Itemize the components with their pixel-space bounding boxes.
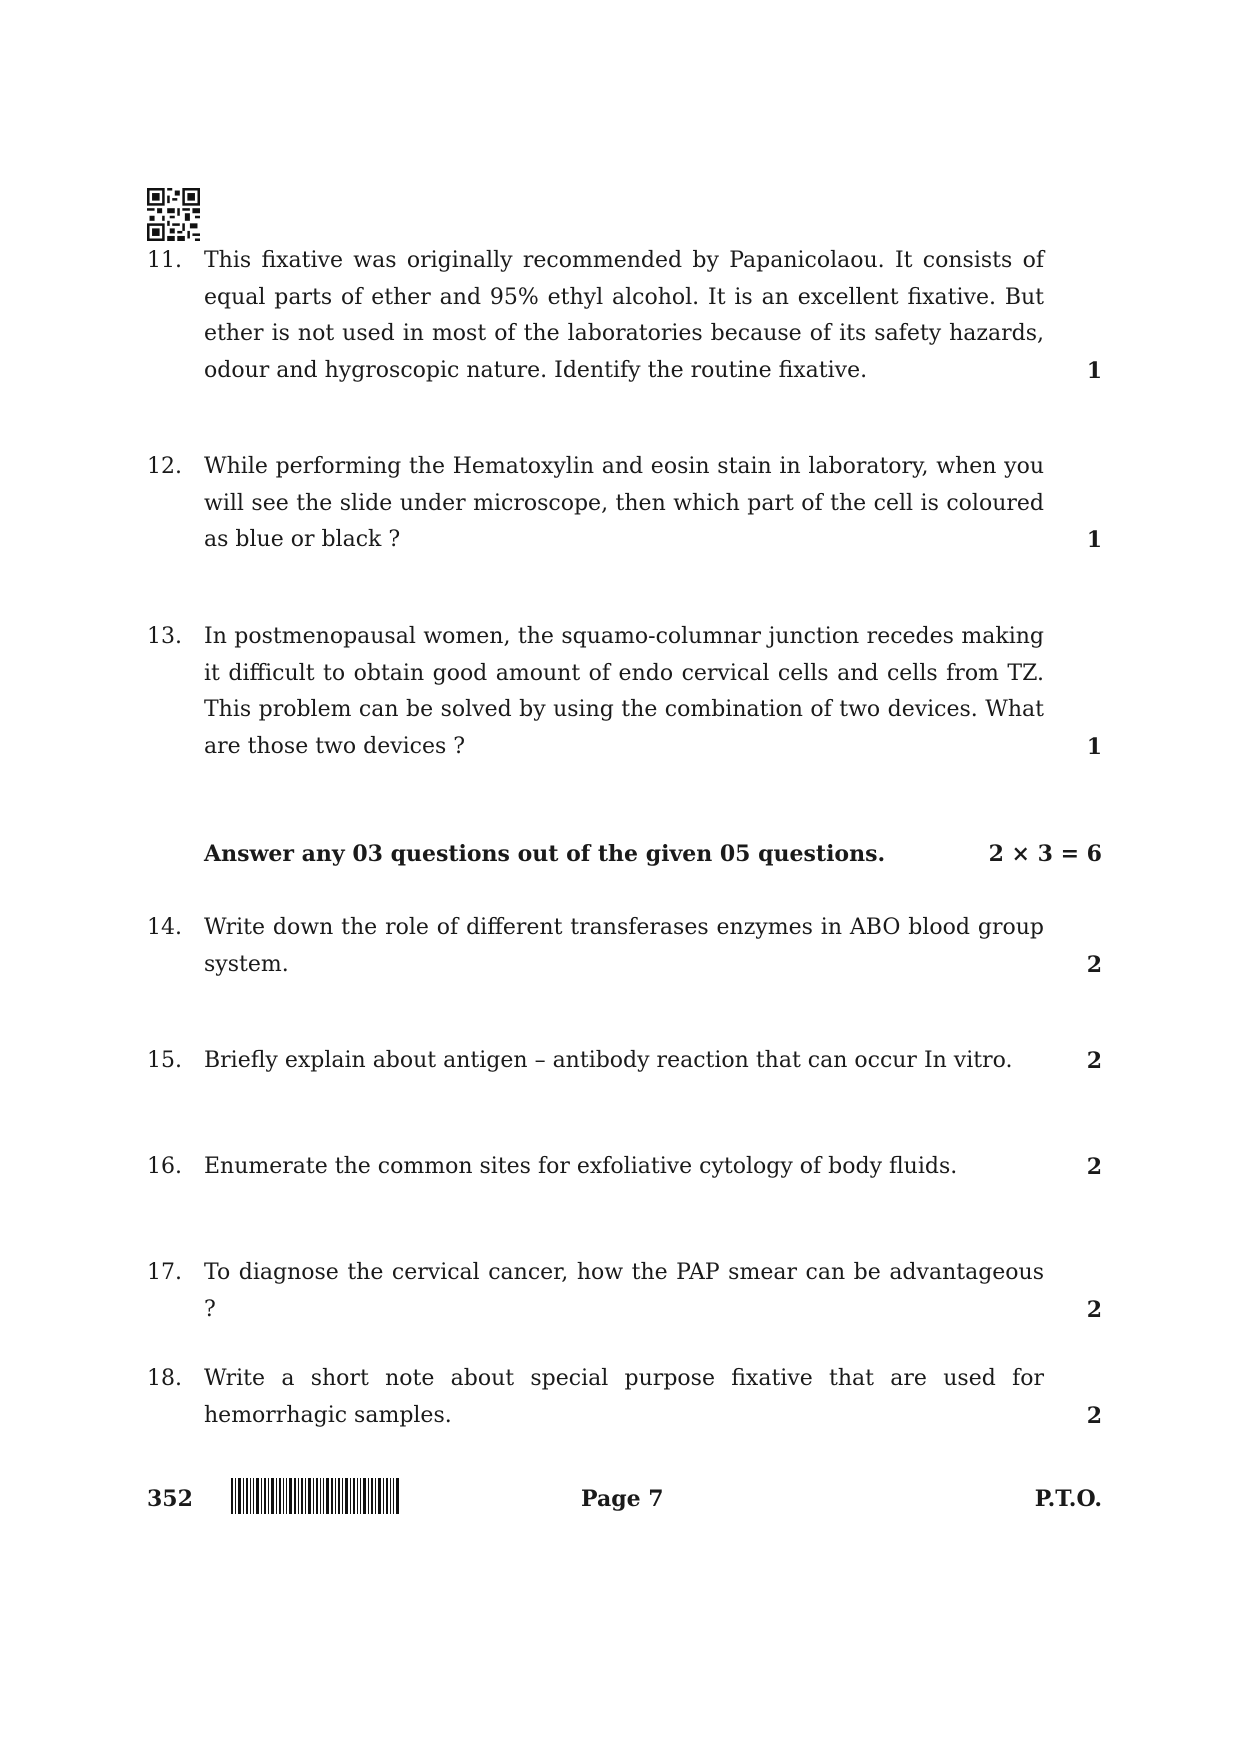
page-number: Page 7 <box>581 1486 664 1512</box>
question-18 <box>147 1361 1102 1434</box>
please-turn-over: P.T.O. <box>1034 1486 1102 1512</box>
question-text: This fixative was originally recommended by Papanicolaou. It consists of equal parts of ether and 95% ethyl alcohol. It is an excellent fixative. But ether is not used in most of the laboratories because of its safety hazards, odour and hygroscopic nature. Identify the routine fixative. <box>204 248 1044 383</box>
question-11 <box>147 243 1102 389</box>
question-marks: 2 <box>1086 951 1102 978</box>
question-text: To diagnose the cervical cancer, how the PAP smear can be advantageous ? <box>204 1260 1044 1322</box>
section-instruction-text: Answer any 03 questions out of the given 05 questions. <box>204 841 886 867</box>
section-marks-formula: 2 × 3 = 6 <box>988 841 1102 867</box>
question-marks: 1 <box>1086 527 1102 553</box>
question-number: 16. <box>147 1154 182 1179</box>
question-marks: 2 <box>1086 1048 1102 1074</box>
question-15 <box>147 1043 1102 1080</box>
section-instruction <box>204 836 1102 872</box>
question-17 <box>147 1255 1102 1328</box>
question-text: Write down the role of different transferases enzymes in ABO blood group system. <box>204 915 1044 977</box>
question-number: 15. <box>147 1048 182 1073</box>
question-number: 18. <box>147 1366 182 1391</box>
question-number: 11. <box>147 248 182 273</box>
question-text: Write a short note about special purpose fixative that are used for hemorrhagic samples. <box>204 1366 1044 1428</box>
question-marks: 1 <box>1086 357 1102 384</box>
question-14 <box>147 910 1102 983</box>
paper-code: 352 <box>147 1486 193 1512</box>
question-12 <box>147 449 1102 559</box>
question-16 <box>147 1149 1102 1186</box>
question-text: Enumerate the common sites for exfoliative cytology of body fluids. <box>204 1154 958 1179</box>
question-number: 12. <box>147 454 182 479</box>
barcode-icon <box>231 1478 401 1514</box>
question-number: 17. <box>147 1260 182 1285</box>
question-marks: 2 <box>1086 1154 1102 1180</box>
question-text: In postmenopausal women, the squamo-columnar junction recedes making it difficult to obtain good amount of endo cervical cells and cells from TZ. This problem can be solved by using the combination of two devices. What are those two devices ? <box>204 624 1044 759</box>
question-number: 14. <box>147 915 182 940</box>
question-text: While performing the Hematoxylin and eosin stain in laboratory, when you will see the slide under microscope, then which part of the cell is coloured as blue or black ? <box>204 454 1044 552</box>
question-marks: 2 <box>1086 1402 1102 1429</box>
question-13 <box>147 619 1102 765</box>
question-marks: 1 <box>1086 733 1102 760</box>
question-number: 13. <box>147 624 182 649</box>
qr-code-icon <box>147 188 200 241</box>
question-marks: 2 <box>1086 1296 1102 1323</box>
page-footer <box>147 1478 1102 1518</box>
question-text: Briefly explain about antigen – antibody reaction that can occur In vitro. <box>204 1048 1013 1073</box>
